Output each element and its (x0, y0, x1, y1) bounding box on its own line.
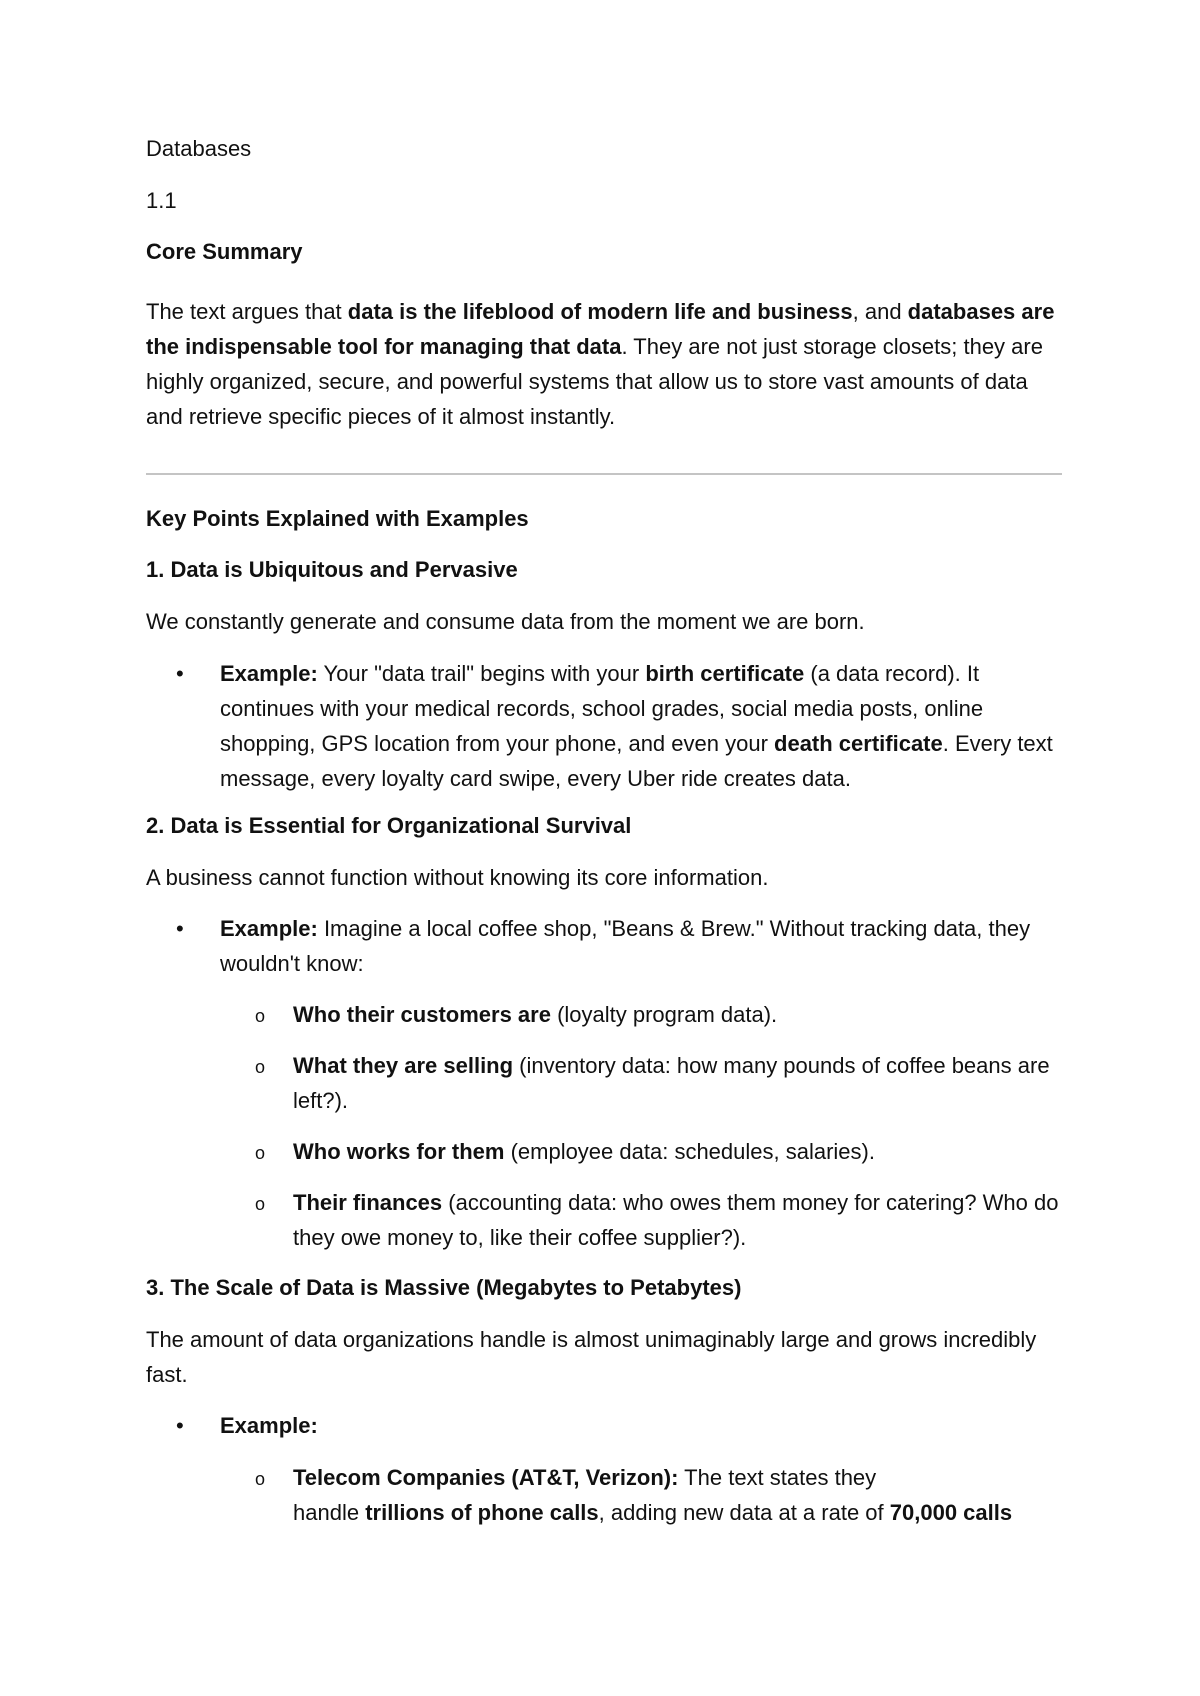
point-1-heading: 1. Data is Ubiquitous and Pervasive (146, 557, 518, 582)
sub-list-item: o Who works for them (employee data: schedules, salaries). (293, 1134, 1066, 1169)
sub-bullet-icon: o (255, 1469, 266, 1489)
core-summary-paragraph: The text argues that data is the lifeblood of modern life and business, and databases are the indispensable tool for managing that data. They are not just storage closets; they are highly organized, secure, and powerful systems that allow us to store vast amounts of data and retrieve specific pieces of it almost instantly. (146, 299, 1055, 429)
sub-list-item: o Who their customers are (loyalty program data). (293, 997, 1066, 1032)
section-number: 1.1 (146, 188, 177, 213)
bullet-icon: • (176, 661, 184, 686)
point-2-heading: 2. Data is Essential for Organizational Survival (146, 813, 632, 838)
sub-bullet-icon: o (255, 1194, 266, 1214)
bullet-icon: • (176, 1413, 184, 1438)
key-points-heading: Key Points Explained with Examples (146, 506, 529, 531)
horizontal-divider (146, 473, 1062, 475)
sub-list-item: o Their finances (accounting data: who owes them money for catering? Who do they owe money to, like their coffee supplier?). (293, 1185, 1066, 1255)
point-1-example-text: Example: Your "data trail" begins with your birth certificate (a data record). It continues with your medical records, school grades, social media posts, online shopping, GPS location from your phone, and even your death certificate. Every text message, every loyalty card swipe, every Uber ride creates data. (220, 661, 1053, 791)
point-3-heading: 3. The Scale of Data is Massive (Megabytes to Petabytes) (146, 1275, 742, 1300)
bullet-icon: • (176, 916, 184, 941)
point-2-text: A business cannot function without knowing its core information. (146, 865, 769, 890)
sub-bullet-icon: o (255, 1057, 266, 1077)
core-summary-heading: Core Summary (146, 239, 303, 264)
point-2-example-text: Example: Imagine a local coffee shop, "Beans & Brew." Without tracking data, they wouldn't know: (220, 916, 1031, 976)
point-3-text: The amount of data organizations handle is almost unimaginably large and grows incredibly fast. (146, 1327, 1037, 1387)
sub-list-item: o What they are selling (inventory data: how many pounds of coffee beans are left?). (293, 1048, 1066, 1118)
sub-bullet-icon: o (255, 1006, 266, 1026)
sub-bullet-icon: o (255, 1143, 266, 1163)
point-1-text: We constantly generate and consume data from the moment we are born. (146, 609, 865, 634)
point-3-example: • Example: (220, 1408, 1066, 1443)
point-1-example (176, 656, 1066, 796)
point-2-example (176, 911, 1066, 981)
sub-list-item: o Telecom Companies (AT&T, Verizon): The text states they handle trillions of phone calls, adding new data at a rate of 70,000 calls (293, 1460, 1083, 1530)
document-title: Databases (146, 136, 252, 161)
